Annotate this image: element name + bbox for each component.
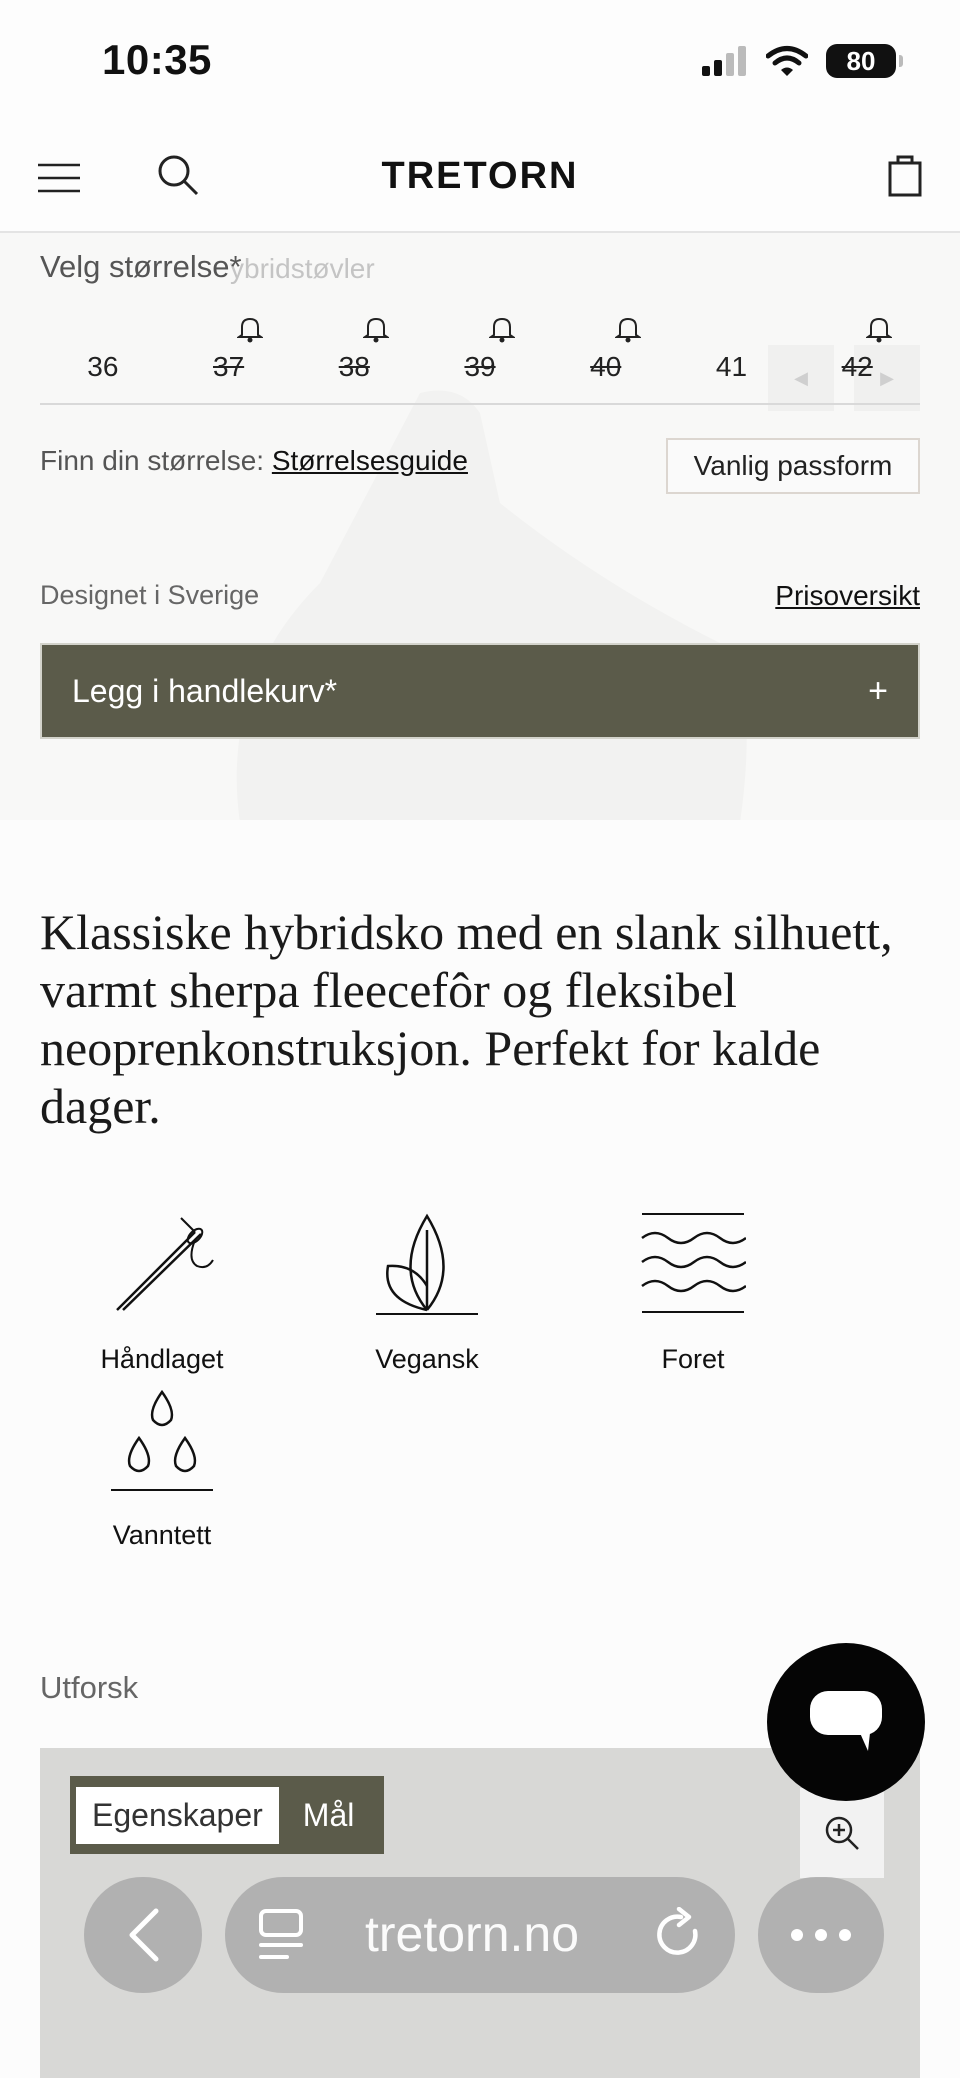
status-icons: [702, 44, 896, 78]
url-text: tretorn.no: [365, 1906, 580, 1962]
zoom-button[interactable]: [800, 1788, 884, 1878]
size-option[interactable]: [166, 313, 292, 403]
feature-handmade: [67, 1210, 257, 1375]
browser-back-button[interactable]: [84, 1877, 202, 1993]
status-bar: [0, 0, 960, 125]
explore-heading: Utforsk: [40, 1670, 139, 1705]
tab-measurements[interactable]: Mål: [302, 1796, 355, 1833]
add-to-cart-button[interactable]: [40, 643, 920, 739]
size-option-label: 42: [841, 351, 873, 382]
wifi-icon: [766, 45, 808, 77]
fit-button[interactable]: Vanlig passform: [666, 438, 920, 494]
size-option[interactable]: [291, 313, 417, 403]
more-dot-icon: [791, 1929, 803, 1941]
size-option[interactable]: [417, 313, 543, 403]
needle-icon: [109, 1210, 215, 1316]
zoom-in-icon: [823, 1814, 861, 1852]
product-description: Klassiske hybridsko med en slank silhuett, varmt sherpa fleecefôr og fleksibel neoprenkonstruksjon. Perfekt for kalde dager.: [40, 904, 893, 1134]
cellular-signal-icon: [702, 46, 748, 76]
gallery-next-arrow-icon[interactable]: ▶: [854, 345, 920, 411]
chevron-left-icon: [126, 1907, 160, 1963]
gallery-prev-arrow-icon[interactable]: ◀: [768, 345, 834, 411]
chat-bubble-icon: [808, 1689, 884, 1755]
battery-indicator: 80: [826, 44, 896, 78]
find-size-row: [40, 445, 468, 477]
size-option[interactable]: [543, 313, 669, 403]
chat-button[interactable]: [767, 1643, 925, 1801]
explore-tab-toggle: [70, 1776, 384, 1854]
designed-in-text: Designet i Sverige: [40, 580, 260, 610]
size-select-label: Velg størrelse*: [40, 249, 242, 284]
feature-vegan: [332, 1210, 522, 1375]
size-option[interactable]: [40, 313, 166, 403]
more-dot-icon: [815, 1929, 827, 1941]
feature-label: Håndlaget: [100, 1344, 224, 1374]
size-option[interactable]: [669, 313, 795, 403]
reload-icon[interactable]: [655, 1907, 705, 1963]
site-header: [0, 125, 960, 233]
water-drops-icon: [109, 1386, 215, 1492]
feature-label: Foret: [661, 1344, 725, 1374]
bell-notify-icon: [615, 315, 641, 343]
feature-waterproof: [67, 1386, 257, 1551]
size-option[interactable]: [794, 313, 920, 403]
shopping-bag-icon[interactable]: [888, 153, 922, 197]
status-time: 10:35: [102, 36, 212, 83]
more-dot-icon: [839, 1929, 851, 1941]
waves-icon: [640, 1210, 746, 1316]
find-size-prefix: Finn din størrelse:: [40, 445, 265, 476]
bell-notify-icon: [866, 315, 892, 343]
ghost-product-title: ybridstøvler: [230, 253, 375, 284]
feature-label: Vegansk: [375, 1344, 479, 1374]
leaf-icon: [374, 1210, 480, 1316]
size-guide-link[interactable]: Størrelsesguide: [271, 445, 468, 476]
price-overview-link[interactable]: Prisoversikt: [775, 580, 920, 611]
bell-notify-icon: [489, 315, 515, 343]
size-option-label: 39: [464, 351, 496, 382]
bell-notify-icon: [237, 315, 263, 343]
brand-logo[interactable]: TRETORN: [381, 155, 579, 197]
browser-more-button[interactable]: [758, 1877, 884, 1993]
tab-properties[interactable]: Egenskaper: [76, 1787, 279, 1844]
size-option-label: 36: [87, 351, 119, 382]
size-option-label: 40: [590, 351, 622, 382]
size-selection-section: [0, 233, 960, 820]
page-menu-icon[interactable]: [257, 1909, 305, 1963]
add-to-cart-label: Legg i handlekurv*: [72, 672, 338, 709]
feature-lined: [598, 1210, 788, 1375]
size-option-label: 41: [715, 351, 748, 382]
feature-label: Vanntett: [112, 1520, 212, 1550]
bell-notify-icon: [363, 315, 389, 343]
size-option-label: 37: [213, 351, 245, 382]
size-options: [40, 313, 920, 405]
browser-address-bar[interactable]: [225, 1877, 735, 1993]
size-option-label: 38: [338, 351, 370, 382]
plus-icon: +: [868, 671, 888, 710]
